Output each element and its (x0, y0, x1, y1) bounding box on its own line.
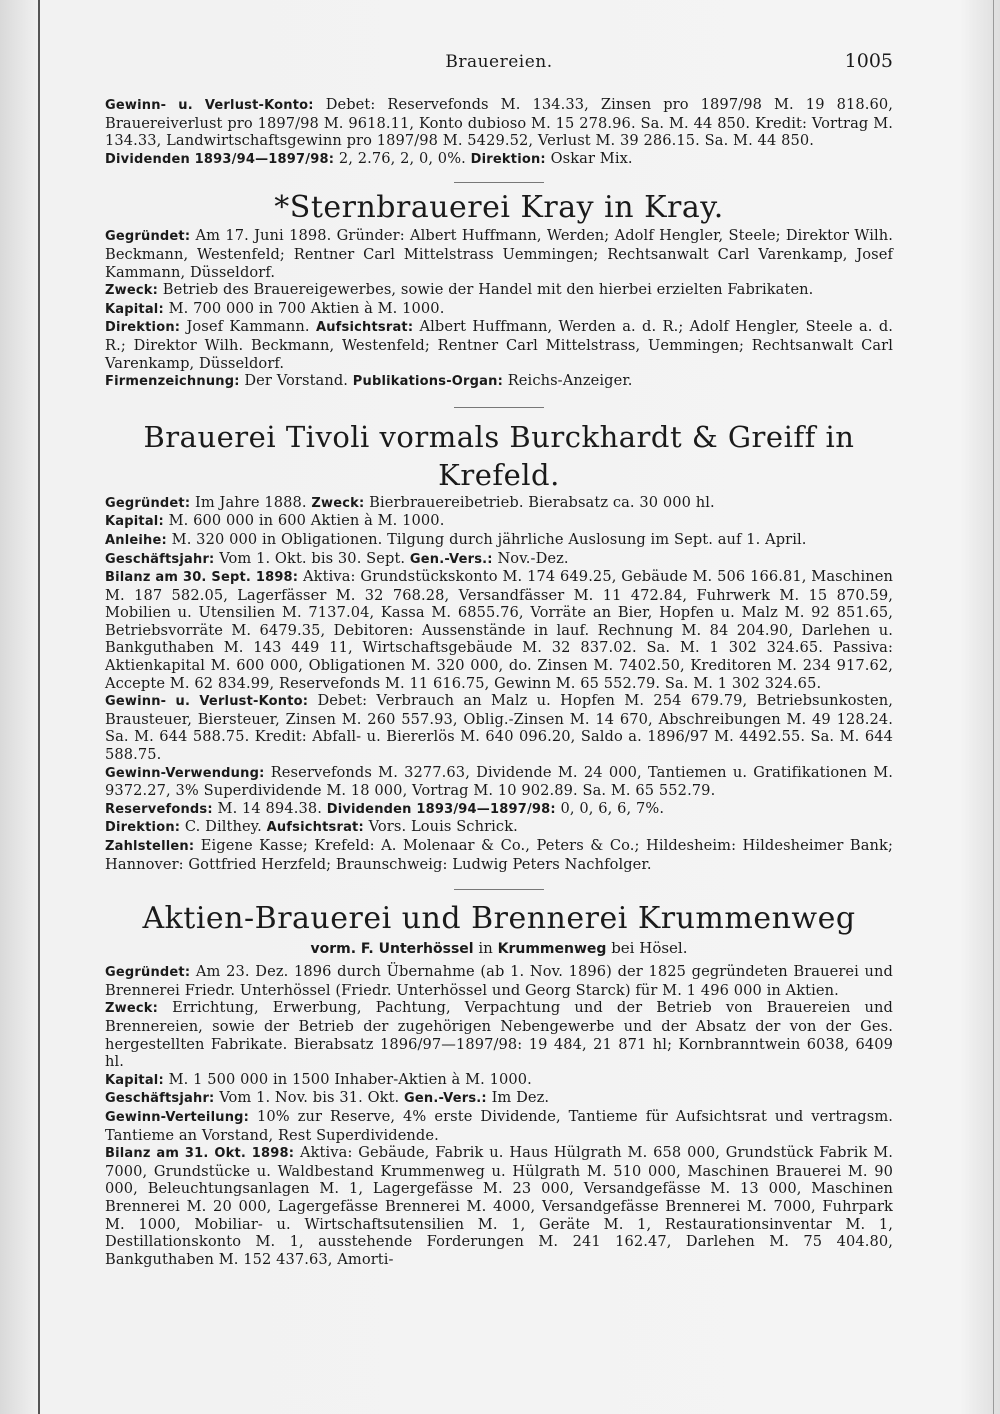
entry-text: Aktiva: Gebäude, Fabrik u. Haus Hülgrath M. 658 000, Grundstück Fabrik M. 7000, Grundstücke u. Waldbestand Krummenweg u. Hülgrath M. 510 000, Maschinen Brauerei M. 90 000, Beleuchtungsanlagen M. 1, Lagergefässe M. 23 000, Versandgefässe M. 13 000, Maschinen Brennerei M. 20 000, Lagergefässe Brennerei M. 4000, Versandgefässe Brennerei M. 7000, Fuhrpark M. 1000, Mobiliar- u. Wirtschaftsutensilien M. 1, Geräte M. 1, Restaurationsinventar M. 1, Destillationskonto M. 1, ausstehende Forderungen M. 241 162.47, Darlehen M. 75 404.80, Bankguthaben M. 152 437.63, Amorti- (105, 1144, 893, 1268)
entry-label: Dividenden 1893/94—1897/98: (105, 151, 335, 167)
entry-text: 2, 2.76, 2, 0, 0%. (334, 149, 466, 167)
entry-label: Firmenzeichnung: (105, 374, 240, 390)
page-number: 1005 (844, 50, 893, 72)
entry-label: Gegründet: (105, 495, 191, 511)
entry-label: Gewinn- u. Verlust-Konto: (105, 98, 314, 113)
entry-label: Gewinn- u. Verlust-Konto: (105, 694, 309, 710)
entry-label: Bilanz am 30. Sept. 1898: (105, 570, 299, 586)
entry-label: Gegründet: (105, 965, 191, 981)
entry-text: Albert Huffmann, Werden a. d. R.; Adolf Hengler, Steele a. d. R.; Direktor Wilh. Beckmann, Westenfeld; Rentner Carl Mittelstrass, Uemmingen; Rechtsanwalt Carl Varenkamp, Düsseldorf. (105, 318, 893, 372)
subtitle-location: bei Hösel. (606, 939, 688, 958)
entry-gewinn-verlust (105, 96, 893, 150)
section-sternbrauerei (105, 189, 893, 390)
section-tivoli (105, 418, 893, 873)
section-divider (454, 407, 544, 408)
entry-text: Vors. Louis Schrick. (363, 818, 518, 836)
page-edge (993, 0, 994, 1414)
entry-text: Aktiva: Grundstückskonto M. 174 649.25, Gebäude M. 506 166.81, Maschinen M. 187 582.05, Lagerfässer M. 32 768.28, Versandfässer M. 11 472.84, Fuhrwerk M. 15 870.59, Mobilien u. Utensilien M. 7137.04, Kassa M. 6855.76, Vorräte an Bier, Hopfen u. Malz M. 92 851.65, Betriebsvorräte M. 6479.35, Debitoren: Aussenstände in lauf. Rechnung M. 84 204.90, Darlehen u. Bankguthaben M. 143 449 11, Wirtschaftsgebäude M. 32 837.02. Sa. M. 1 302 324.65. Passiva: Aktienkapital M. 600 000, Obligationen M. 320 000, do. Zinsen M. 7402.50, Kreditoren M. 234 917.62, Accepte M. 62 834.99, Reservefonds M. 11 616.75, Gewinn M. 65 552.79. Sa. M. 1 302 324.65. (105, 568, 894, 692)
entry-label: Kapital: (105, 1072, 164, 1088)
entry-label: Gen.-Vers.: (409, 551, 493, 567)
entry-text: Oskar Mix. (545, 149, 633, 167)
entry-bilanz (105, 1144, 893, 1268)
entry-text: Vom 1. Nov. bis 31. Okt. (214, 1089, 400, 1107)
entry-label: Zahlstellen: (105, 839, 195, 854)
entry-label: Direktion: (105, 320, 181, 336)
section-divider (454, 889, 544, 890)
subtitle-former-name: vorm. F. Unterhössel (310, 941, 474, 958)
entry-text: Am 17. Juni 1898. Gründer: Albert Huffmann, Werden; Adolf Hengler, Steele; Direktor Wilh. Beckmann, Westenfeld; Rentner Carl Mittelstrass Uemmingen; Rechtsanwalt Carl Varenkamp, Josef Kammann, Düsseldorf. (105, 227, 893, 281)
page-content (105, 0, 893, 1268)
entry-text: Errichtung, Erwerbung, Pachtung, Verpachtung und der Betrieb von Brauereien und Brennereien, sowie der Betrieb der zugehörigen Nebengewerbe und der Absatz der von der Ges. hergestellten Fabrikate. Bierabsatz 1896/97—1897/98: 19 484, 21 871 hl; Kornbranntwein 6038, 6409 hl. (105, 999, 893, 1071)
entry-geschaeftsjahr (105, 1089, 893, 1108)
entry-text: M. 1 500 000 in 1500 Inhaber-Aktien à M. 1000. (163, 1070, 532, 1088)
entry-label: Publikations-Organ: (352, 374, 503, 390)
entry-text: M. 700 000 in 700 Aktien à M. 1000. (163, 299, 445, 317)
entry-text: M. 600 000 in 600 Aktien à M. 1000. (163, 512, 445, 530)
entry-gegruendet (105, 963, 893, 999)
entry-label: Geschäftsjahr: (105, 551, 215, 567)
company-subtitle (105, 938, 893, 959)
entry-gegruendet (105, 494, 893, 513)
entry-label: Direktion: (105, 820, 181, 836)
company-title: Brauerei Tivoli vormals Burckhardt & Greiff in Krefeld. (143, 419, 855, 492)
entry-geschaeftsjahr (105, 550, 893, 569)
entry-zweck (105, 281, 893, 300)
entry-dividenden (105, 150, 893, 169)
entry-label: Zweck: (105, 1001, 159, 1017)
section-krummenweg (105, 900, 893, 1268)
entry-bilanz (105, 568, 893, 692)
entry-text: M. 14 894.38. (212, 799, 322, 817)
entry-gewinn-verwendung (105, 764, 893, 800)
entry-text: 0, 0, 6, 6, 7%. (555, 799, 665, 817)
entry-text: Betrieb des Brauereigewerbes, sowie der Handel mit den hierbei erzielten Fabrikaten. (158, 281, 814, 299)
entry-text: Josef Kammann. (180, 318, 310, 336)
entry-label: Geschäftsjahr: (105, 1091, 215, 1107)
entry-text: Im Dez. (486, 1089, 550, 1107)
entry-label: Kapital: (105, 514, 164, 530)
binding-edge (38, 0, 40, 1414)
company-title: *Sternbrauerei Kray in Kray. (274, 190, 724, 226)
entry-label: Dividenden 1893/94—1897/98: (326, 801, 556, 817)
entry-label: Anleihe: (105, 532, 167, 548)
company-title: Aktien-Brauerei und Brennerei Krummenweg (142, 901, 856, 937)
entry-gegruendet (105, 227, 893, 281)
entry-direktion (105, 818, 893, 837)
entry-text: C. Dilthey. (180, 818, 262, 836)
entry-text: Reservefonds M. 3277.63, Dividende M. 24 000, Tantiemen u. Gratifikationen M. 9372.27, 3% Superdividende M. 18 000, Vortrag M. 10 902.89. Sa. M. 65 552.79. (105, 763, 893, 800)
entry-text: Bierbrauereibetrieb. Bierabsatz ca. 30 000 hl. (364, 493, 715, 511)
entry-text: Vom 1. Okt. bis 30. Sept. (214, 549, 406, 567)
entry-text: Am 23. Dez. 1896 durch Übernahme (ab 1. Nov. 1896) der 1825 gegründeten Brauerei und Brennerei Friedr. Unterhössel (Friedr. Unterhössel und Georg Starck) für M. 1 496 000 in Aktien. (105, 963, 893, 999)
entry-text: Eigene Kasse; Krefeld: A. Molenaar & Co., Peters & Co.; Hildesheim: Hildesheimer Bank; Hannover: Gottfried Herzfeld; Braunschweig: Ludwig Peters Nachfolger. (105, 837, 893, 873)
entry-label: Gen.-Vers.: (404, 1091, 487, 1107)
entry-firmenzeichnung (105, 372, 893, 391)
entry-label: Kapital: (105, 301, 164, 317)
entry-text: Der Vorstand. (239, 372, 349, 390)
entry-label: Zweck: (105, 283, 159, 299)
entry-text: Im Jahre 1888. (190, 493, 307, 511)
subtitle-in: in (473, 939, 498, 958)
entry-label: Gewinn-Verteilung: (105, 1109, 250, 1125)
entry-label: Gewinn-Verwendung: (105, 765, 265, 781)
section-continuation (105, 96, 893, 168)
entry-label: Aufsichtsrat: (315, 320, 414, 336)
entry-text: 10% zur Reserve, 4% erste Dividende, Tantieme für Aufsichtsrat und vertragsm. Tantieme an Vorstand, Rest Superdividende. (105, 1107, 893, 1144)
entry-anleihe (105, 531, 893, 550)
entry-label: Aufsichtsrat: (266, 820, 364, 836)
entry-text: Debet: Reservefonds M. 134.33, Zinsen pro 1897/98 M. 19 818.60, Brauereiverlust pro 1897/98 M. 9618.11, Konto dubioso M. 15 278.96. Sa. M. 44 850. Kredit: Vortrag M. 134.33, Landwirtschaftsgewinn pro 1897/98 M. 5429.52, Verlust M. 39 286.15. Sa. M. 44 850. (105, 96, 894, 150)
entry-kapital (105, 512, 893, 531)
entry-gewinn-verteilung (105, 1108, 893, 1144)
subtitle-place: Krummenweg (497, 941, 607, 958)
entry-text: M. 320 000 in Obligationen. Tilgung durch jährliche Auslosung im Sept. auf 1. April. (166, 530, 807, 548)
entry-label: Bilanz am 31. Okt. 1898: (105, 1146, 295, 1162)
page-header (105, 50, 893, 80)
entry-reservefonds (105, 800, 893, 819)
entry-label: Direktion: (470, 151, 546, 167)
entry-zahlstellen (105, 837, 893, 873)
entry-label: Gegründet: (105, 229, 191, 245)
entry-text: Debet: Verbrauch an Malz u. Hopfen M. 254 679.79, Betriebsunkosten, Brausteuer, Biersteuer, Zinsen M. 260 557.93, Oblig.-Zinsen M. 14 670, Abschreibungen M. 49 128.24. Sa. M. 644 588.75. Kredit: Abfall- u. Biererlös M. 640 096.20, Saldo a. 1896/97 M. 4492.55. Sa. M. 644 588.75. (105, 692, 893, 764)
entry-direktion (105, 318, 893, 372)
entry-text: Nov.-Dez. (492, 549, 569, 567)
entry-kapital (105, 1071, 893, 1090)
running-title: Brauereien. (445, 52, 553, 72)
entry-zweck (105, 999, 893, 1070)
entry-gewinn-verlust (105, 692, 893, 763)
entry-label: Reservefonds: (105, 801, 213, 817)
section-divider (454, 182, 544, 183)
entry-text: Reichs-Anzeiger. (502, 372, 633, 390)
entry-kapital (105, 300, 893, 319)
entry-label: Zweck: (311, 495, 365, 511)
